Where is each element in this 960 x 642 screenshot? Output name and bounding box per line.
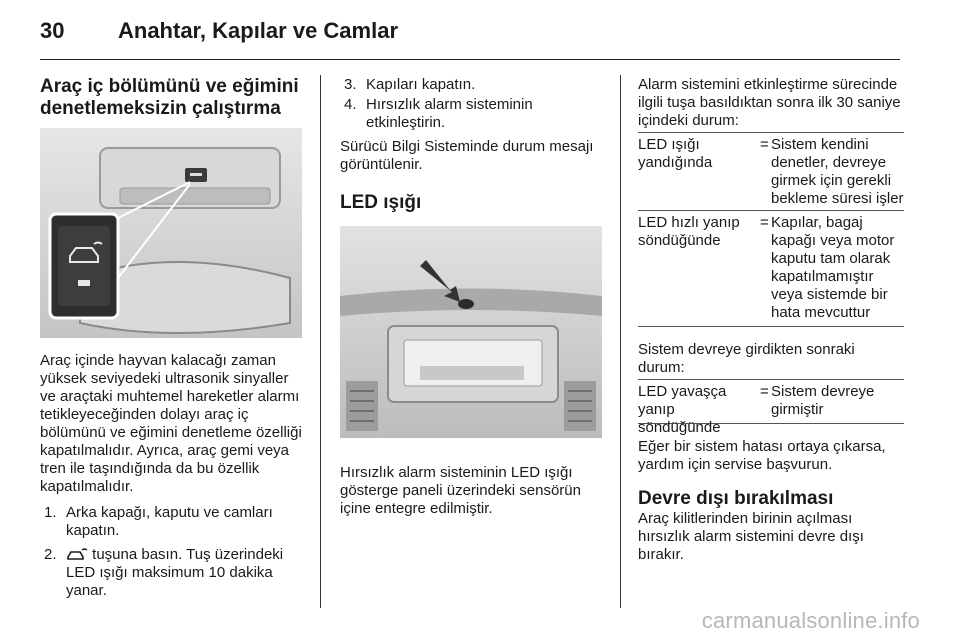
led-state-term: LED hızlı yanıp söndüğünde bbox=[638, 214, 740, 249]
section-heading-deactivation: Devre dışı bırakılması bbox=[638, 488, 834, 509]
column-1 bbox=[40, 76, 306, 600]
list-item: 1. Arka kapağı, kaputu ve camları kapatın. bbox=[44, 504, 273, 539]
led-caption-paragraph: Hırsızlık alarm sisteminin LED ışığı gösterge paneli üzerindeki sensörün içine entegre edilmiştir. bbox=[340, 464, 581, 517]
interior-deactivate-paragraph: Araç içinde hayvan kalacağı zaman yüksek seviyedeki ultrasonik sinyaller ve araçtaki muhtemel hareketler alarmı tetikleyeceğinden dolayı araç iç bölümünü ve eğimini denetleme özelliği kapatılmalıdır. Ayrıca, araç gemi veya tren ile taşındığında da bu özellik kapatılmalıdır. bbox=[40, 352, 302, 495]
post-activation-intro: Sistem devreye girdikten sonraki durum: bbox=[638, 341, 855, 376]
table-row: LED hızlı yanıp söndüğünde = Kapılar, bagaj kapağı veya motor kaputu tam olarak kapatılmamıştır veya sistemde bir hata mevcuttur bbox=[638, 214, 904, 322]
list-item: 2. tuşuna basın. Tuş üzerindeki LED ışığı maksimum 10 dakika yanar. bbox=[44, 546, 284, 599]
led-state-description: Sistem kendini denetler, devreye girmek için gerekli bekleme süresi işler bbox=[771, 136, 904, 207]
table-rule bbox=[638, 210, 904, 211]
column-divider-2 bbox=[620, 75, 621, 608]
led-state-term: LED yavaşça yanıp söndüğünde bbox=[638, 383, 727, 436]
column-2 bbox=[340, 76, 604, 518]
section-heading-led: LED ışığı bbox=[340, 192, 422, 213]
steps-list-2 bbox=[340, 76, 604, 132]
section-heading-deactivate-interior: Araç iç bölümünü ve eğimini denetlemeksizin çalıştırma bbox=[40, 76, 299, 119]
watermark: carmanualsonline.info bbox=[701, 608, 920, 633]
table-rule bbox=[638, 326, 904, 327]
page-header bbox=[40, 18, 920, 48]
column-3 bbox=[638, 76, 904, 564]
steps-list-1 bbox=[40, 504, 306, 600]
deactivation-paragraph: Araç kilitlerinden birinin açılması hırsızlık alarm sistemini devre dışı bırakır. bbox=[638, 510, 864, 563]
dashboard-led-sensor-photo bbox=[340, 226, 602, 438]
page-number: 30 bbox=[40, 18, 65, 43]
list-item: 4. Hırsızlık alarm sisteminin etkinleştirin. bbox=[344, 96, 533, 131]
page-title: Anahtar, Kapılar ve Camlar bbox=[118, 18, 399, 43]
table-row: LED yavaşça yanıp söndüğünde = Sistem devreye girmiştir bbox=[638, 383, 904, 419]
activation-intro-paragraph: Alarm sistemini etkinleştirme sürecinde ilgili tuşa basıldıktan sonra ilk 30 saniye içindeki durum: bbox=[638, 76, 901, 129]
led-state-description: Kapılar, bagaj kapağı veya motor kaputu tam olarak kapatılmamıştır veya sistemde bir hata mevcuttur bbox=[771, 214, 895, 321]
table-row: LED ışığı yandığında = Sistem kendini denetler, devreye girmek için gerekli bekleme süresi işler bbox=[638, 136, 904, 207]
header-rule bbox=[40, 59, 900, 60]
system-error-paragraph: Eğer bir sistem hatası ortaya çıkarsa, yardım için servise başvurun. bbox=[638, 438, 886, 473]
table-rule bbox=[638, 379, 904, 380]
ceiling-console-button-photo bbox=[40, 128, 302, 338]
list-item: 3. Kapıları kapatın. bbox=[344, 76, 476, 93]
led-state-description: Sistem devreye girmiştir bbox=[771, 383, 875, 418]
led-state-term: LED ışığı yandığında bbox=[638, 136, 713, 171]
table-rule bbox=[638, 132, 904, 133]
car-wave-icon bbox=[66, 547, 88, 561]
column-divider-1 bbox=[320, 75, 321, 608]
status-message-paragraph: Sürücü Bilgi Sisteminde durum mesajı görüntülenir. bbox=[340, 138, 594, 173]
